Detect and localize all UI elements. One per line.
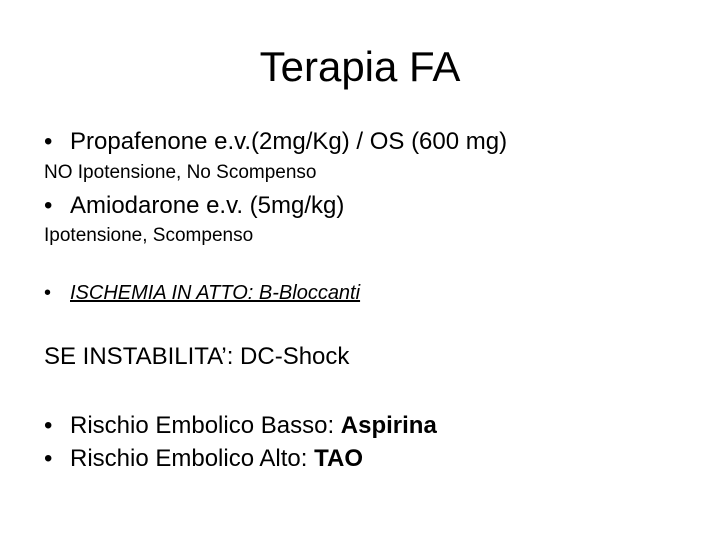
bullet-amiodarone (44, 191, 344, 221)
bullet-text: Rischio Embolico Basso: (70, 412, 341, 439)
note-propafenone: NO Ipotensione, No Scompenso (44, 162, 317, 183)
note-amiodarone: Ipotensione, Scompenso (44, 225, 254, 246)
bullet-risk-high (44, 444, 363, 474)
bullet-icon: • (44, 128, 53, 155)
drug-tao: TAO (314, 445, 363, 472)
bullet-icon: • (44, 282, 52, 304)
bullet-text: Amiodarone e.v. (5mg/kg) (70, 192, 345, 219)
slide-title: Terapia FA (259, 43, 461, 90)
instability-line: SE INSTABILITA’: DC-Shock (44, 343, 350, 370)
bullet-risk-low (44, 411, 437, 441)
bullet-ischemia (44, 281, 360, 305)
drug-aspirina: Aspirina (340, 412, 437, 439)
bullet-text: Rischio Embolico Alto: (70, 445, 315, 472)
bullet-icon: • (44, 192, 53, 219)
bullet-text: Propafenone e.v.(2mg/Kg) / OS (600 mg) (70, 128, 508, 155)
bullet-icon: • (44, 412, 53, 439)
bullet-text: ISCHEMIA IN ATTO: B-Bloccanti (70, 282, 361, 304)
bullet-icon: • (44, 445, 53, 472)
bullet-propafenone (44, 127, 507, 157)
